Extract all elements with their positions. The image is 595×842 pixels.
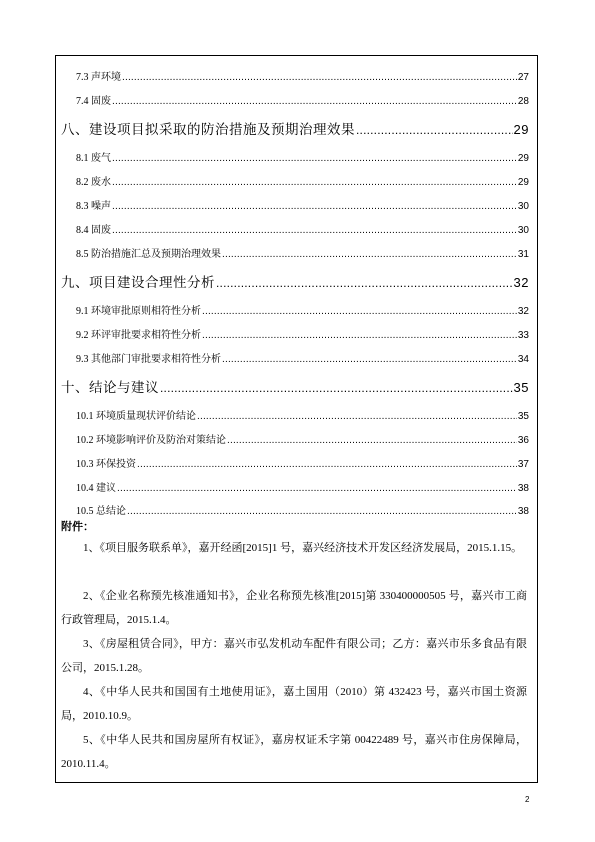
toc-entry-8-4[interactable] [76,221,529,236]
toc-page-number: 33 [517,330,529,341]
toc-leader-dots [202,330,517,341]
toc-leader-dots [356,123,513,137]
toc-heading-10[interactable] [61,376,529,396]
toc-leader-dots [137,459,517,470]
toc-leader-dots [112,177,517,188]
toc-entry-label: 10.3 环保投资 [76,459,136,470]
toc-entry-8-3[interactable] [76,197,529,212]
content-frame [55,55,538,783]
toc-entry-8-1[interactable] [76,149,529,164]
toc-leader-dots [197,411,517,422]
toc-page-number: 36 [517,435,529,446]
toc-leader-dots [117,483,517,494]
toc-page-number: 27 [517,72,529,83]
toc-page-number: 30 [517,225,529,236]
toc-page-number: 29 [517,177,529,188]
attachment-item-3: 3、《房屋租赁合同》，甲方：嘉兴市弘发机动车配件有限公司；乙方：嘉兴市乐多食品有限公司，2015.1.28。 [61,638,527,674]
toc-page-number: 30 [517,201,529,212]
toc-entry-label: 8.3 噪声 [76,201,111,212]
toc-leader-dots [112,153,517,164]
toc-entry-8-5[interactable] [76,245,529,260]
toc-page-number: 38 [517,483,529,494]
toc-leader-dots [216,276,513,290]
toc-page-number: 35 [517,411,529,422]
toc-entry-10-2[interactable] [76,431,529,446]
toc-entry-label: 10.4 建议 [76,483,116,494]
attachment-item-4: 4、《中华人民共和国国有土地使用证》，嘉土国用（2010）第 432423 号，嘉兴市国土资源局，2010.10.9。 [61,686,527,722]
toc-leader-dots [112,225,517,236]
toc-heading-9[interactable] [61,271,529,291]
toc-entry-7-4[interactable] [76,92,529,107]
toc-leader-dots [227,435,517,446]
toc-page-number: 34 [517,354,529,365]
toc-entry-label: 8.2 废水 [76,177,111,188]
toc-entry-label: 八、建设项目拟采取的防治措施及预期治理效果 [61,122,355,137]
toc-entry-label: 10.2 环境影响评价及防治对策结论 [76,435,226,446]
toc-entry-label: 10.1 环境质量现状评价结论 [76,411,196,422]
toc-entry-9-1[interactable] [76,302,529,317]
toc-entry-label: 8.4 固废 [76,225,111,236]
toc-leader-dots [160,381,513,395]
toc-page-number: 29 [513,122,529,137]
toc-entry-label: 九、项目建设合理性分析 [61,275,215,290]
toc-entry-label: 8.5 防治措施汇总及预期治理效果 [76,249,221,260]
toc-leader-dots [127,506,517,517]
toc-leader-dots [222,354,517,365]
toc-entry-label: 7.3 声环境 [76,72,121,83]
toc-page-number: 29 [517,153,529,164]
toc-entry-label: 8.1 废气 [76,153,111,164]
toc-leader-dots [202,306,517,317]
toc-leader-dots [112,201,517,212]
toc-page-number: 35 [513,380,529,395]
page-number: 2 [525,795,530,804]
toc-entry-label: 10.5 总结论 [76,506,126,517]
toc-entry-10-1[interactable] [76,407,529,422]
toc-entry-10-5[interactable] [76,502,529,517]
toc-entry-9-3[interactable] [76,350,529,365]
toc-entry-label: 十、结论与建议 [61,380,159,395]
toc-leader-dots [122,72,517,83]
toc-entry-10-3[interactable] [76,455,529,470]
toc-leader-dots [222,249,517,260]
toc-entry-label: 9.3 其他部门审批要求相符性分析 [76,354,221,365]
toc-page-number: 38 [517,506,529,517]
toc-page-number: 32 [513,275,529,290]
toc-page-number: 37 [517,459,529,470]
toc-entry-10-4[interactable] [76,479,529,494]
toc-entry-label: 9.2 环评审批要求相符性分析 [76,330,201,341]
attachment-item-1: 1、《项目服务联系单》，嘉开经函[2015]1 号，嘉兴经济技术开发区经济发展局，2015.1.15。 [83,542,523,554]
toc-heading-8[interactable] [61,118,529,138]
toc-entry-8-2[interactable] [76,173,529,188]
toc-page-number: 32 [517,306,529,317]
toc-entry-label: 7.4 固废 [76,96,111,107]
attachment-item-2: 2、《企业名称预先核准通知书》，企业名称预先核准[2015]第 330400000505 号，嘉兴市工商行政管理局，2015.1.4。 [61,590,527,626]
toc-page-number: 28 [517,96,529,107]
toc-entry-7-3[interactable] [76,68,529,83]
attachment-item-5: 5、《中华人民共和国房屋所有权证》，嘉房权证禾字第 00422489 号，嘉兴市住房保障局，2010.11.4。 [61,734,527,770]
attachments-title: 附件： [61,521,94,533]
toc-entry-9-2[interactable] [76,326,529,341]
toc-page-number: 31 [517,249,529,260]
toc-leader-dots [112,96,517,107]
toc-entry-label: 9.1 环境审批原则相符性分析 [76,306,201,317]
